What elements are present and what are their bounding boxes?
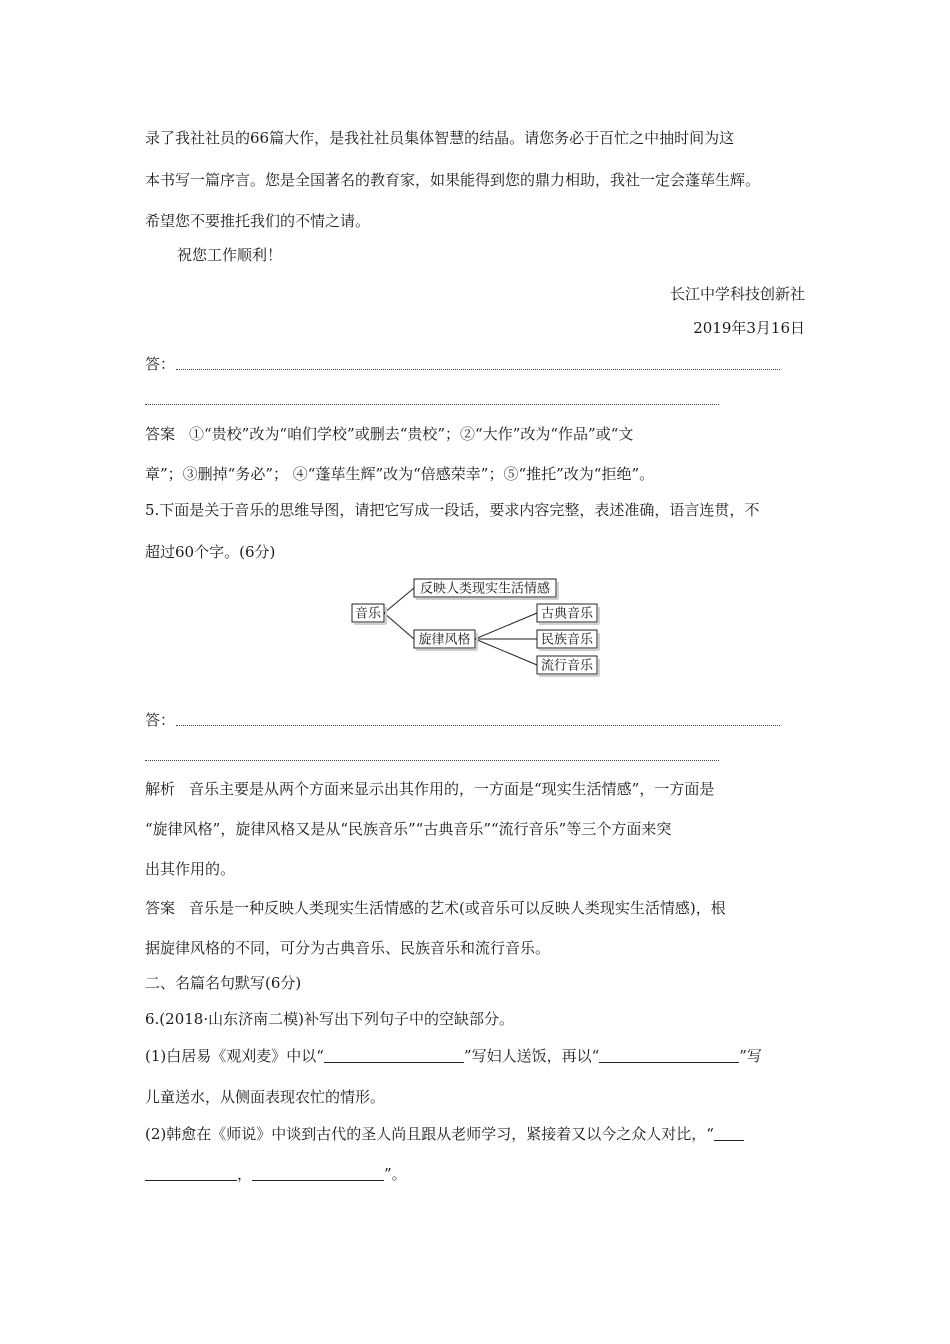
edge-branch2-leaf3 xyxy=(475,639,537,665)
q6-stem: 6.(2018·山东济南二模)补写出下列句子中的空缺部分。 xyxy=(145,1010,514,1028)
q5-key-line-1 xyxy=(145,898,726,918)
edge-root-branch2 xyxy=(384,613,414,639)
q4-key-label: 答案 xyxy=(145,425,176,443)
letter-signature: 长江中学科技创新社 xyxy=(669,285,805,303)
edge-root-branch1 xyxy=(384,588,414,613)
q4-answer-line-2[interactable] xyxy=(145,404,719,405)
node-leaf3: 流行音乐 xyxy=(540,658,594,674)
q6-blank-1[interactable] xyxy=(324,1048,464,1063)
section2-title: 二、名篇名句默写(6分) xyxy=(145,974,302,992)
q4-key-line-2: 章”；③删掉“务必”； ④“蓬荜生辉”改为“倍感荣幸”；⑤“推托”改为“拒绝”。 xyxy=(145,465,655,483)
q5-analysis-line-3: 出其作用的。 xyxy=(145,860,236,878)
q5-answer-line-2[interactable] xyxy=(145,760,719,761)
q6-part2-end: ”。 xyxy=(384,1165,407,1183)
music-mind-map xyxy=(340,570,610,680)
q5-analysis-label: 解析 xyxy=(145,780,176,798)
q5-key-label: 答案 xyxy=(145,899,176,917)
node-root: 音乐 xyxy=(354,606,382,622)
q6-part1-line-2: 儿童送水，从侧面表现农忙的情形。 xyxy=(145,1088,386,1106)
q5-analysis-text-1: 音乐主要是从两个方面来显示出其作用的，一方面是“现实生活情感”，一方面是 xyxy=(189,780,715,798)
q6-part2-text-a: (2)韩愈在《师说》中谈到古代的圣人尚且跟从老师学习，紧接着又以今之众人对比，“ xyxy=(145,1125,714,1143)
q4-answer-line-1[interactable] xyxy=(176,369,780,370)
q4-key-text-1: ①“贵校”改为“咱们学校”或删去“贵校”；②“大作”改为“作品”或“文 xyxy=(189,425,634,443)
q4-answer-prompt: 答： xyxy=(145,355,176,373)
q6-part1-line-1 xyxy=(145,1046,762,1066)
edge-branch2-leaf1 xyxy=(475,613,537,639)
node-branch1: 反映人类现实生活情感 xyxy=(419,581,551,597)
q5-key-line-2: 据旋律风格的不同，可分为古典音乐、民族音乐和流行音乐。 xyxy=(145,939,551,957)
q6-part1-text-b: ”写妇人送饭，再以“ xyxy=(463,1047,600,1065)
q6-part2-line-2 xyxy=(145,1164,407,1184)
q6-blank-3b[interactable] xyxy=(145,1166,237,1181)
q5-stem-line-1: 5.下面是关于音乐的思维导图，请把它写成一段话，要求内容完整，表述准确，语言连贯，不 xyxy=(145,501,760,519)
letter-closing: 祝您工作顺利！ xyxy=(177,246,283,264)
q5-stem-line-2: 超过60个字。(6分) xyxy=(145,543,276,561)
q6-part1-text-c: ”写 xyxy=(739,1047,762,1065)
node-leaf1: 古典音乐 xyxy=(540,606,594,622)
q6-part2-line-1 xyxy=(145,1124,744,1144)
letter-date: 2019年3月16日 xyxy=(693,319,805,337)
q6-blank-2[interactable] xyxy=(599,1048,739,1063)
q6-part2-comma: ， xyxy=(237,1165,253,1183)
q5-analysis-line-1 xyxy=(145,779,714,799)
letter-line-3: 希望您不要推托我们的不情之请。 xyxy=(145,212,371,230)
letter-line-2: 本书写一篇序言。您是全国著名的教育家，如果能得到您的鼎力相助，我社一定会蓬荜生辉。 xyxy=(145,171,761,189)
q5-answer-prompt: 答： xyxy=(145,711,176,729)
q5-key-text-1: 音乐是一种反映人类现实生活情感的艺术(或音乐可以反映人类现实生活情感)，根 xyxy=(189,899,726,917)
q4-key-line-1 xyxy=(145,424,633,444)
letter-line-1: 录了我社社员的66篇大作，是我社社员集体智慧的结晶。请您务必于百忙之中抽时间为这 xyxy=(145,129,735,147)
node-branch2: 旋律风格 xyxy=(418,632,471,648)
q6-part1-text-a: (1)白居易《观刈麦》中以“ xyxy=(145,1047,324,1065)
node-leaf2: 民族音乐 xyxy=(540,632,594,648)
q6-blank-3a[interactable] xyxy=(714,1126,744,1141)
q5-analysis-line-2: “旋律风格”，旋律风格又是从“民族音乐”“古典音乐”“流行音乐”等三个方面来突 xyxy=(145,820,672,838)
q5-answer-line-1[interactable] xyxy=(176,725,780,726)
q6-blank-4[interactable] xyxy=(252,1166,384,1181)
